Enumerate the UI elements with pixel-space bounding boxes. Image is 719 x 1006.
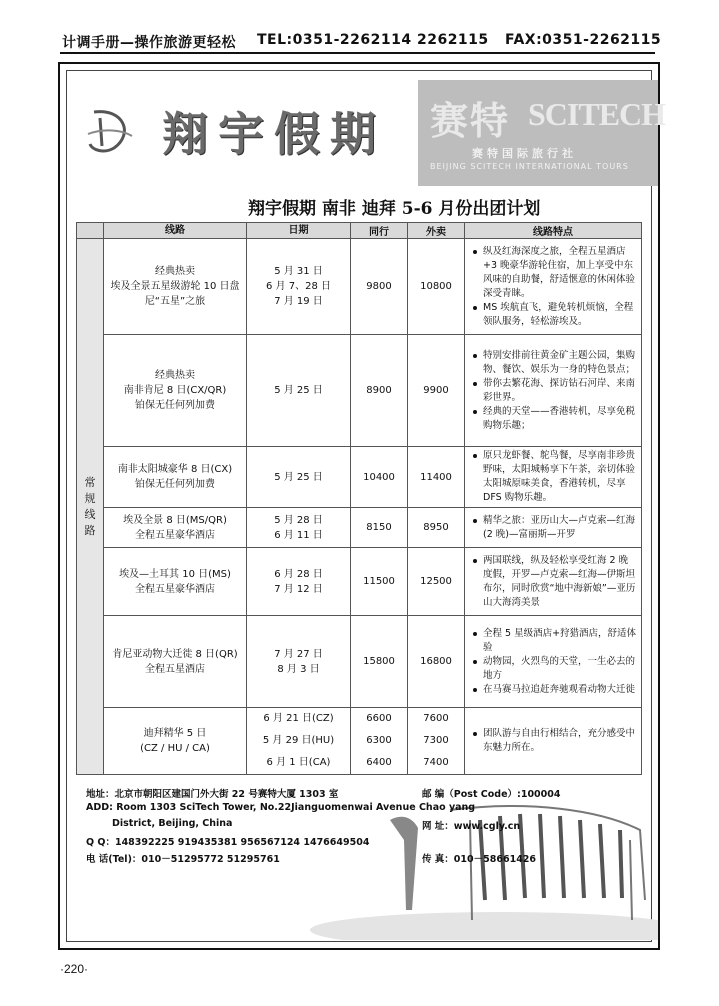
address-en-line2: District, Beijing, China — [112, 818, 233, 829]
retail-price: 12500 — [408, 548, 465, 616]
date-line: 7 月 19 日 — [274, 296, 323, 307]
route-line: 经典热卖 — [155, 266, 195, 277]
scitech-name-en: SCITECH — [528, 96, 666, 132]
retail-price: 8950 — [408, 508, 465, 548]
xiangyu-logo-icon — [84, 104, 136, 156]
retail-price: 7600 — [423, 713, 449, 724]
feature-item: MS 埃航直飞，避免转机烦恼，全程领队服务，轻松游埃及。 — [473, 301, 637, 329]
features-cell — [465, 335, 642, 447]
table-row — [77, 447, 642, 508]
peer-price-cell — [351, 708, 408, 775]
header-date: 日期 — [247, 223, 351, 239]
route-line: 埃及—土耳其 10 日(MS) — [119, 568, 231, 580]
address-cn: 地址：北京市朝阳区建国门外大街 22 号赛特大厦 1303 室 — [86, 789, 339, 800]
route-line: 南非肯尼 8 日(CX/QR) — [123, 385, 227, 396]
date-line: 5 月 29 日(HU) — [262, 735, 335, 746]
qq-numbers: Q Q：148392225 919435381 956567124 1476649504 — [86, 837, 370, 848]
peer-price: 10400 — [351, 447, 408, 508]
route-line: 全程五星豪华酒店 — [135, 529, 215, 541]
route-line: 经典热卖 — [155, 370, 195, 381]
features-cell — [465, 447, 642, 508]
route-cell — [104, 508, 247, 548]
retail-price: 7300 — [423, 735, 449, 746]
address-en-line1: ADD: Room 1303 SciTech Tower, No.22Jianguomenwai Avenue Chao yang — [86, 802, 476, 813]
brand-name: 翔宇假期 — [162, 107, 386, 161]
date-line: 5 月 25 日 — [274, 471, 323, 483]
feature-item: 经典的天堂——香港转机，尽享免税购物乐趣； — [473, 405, 637, 433]
header-title: 计调手册—操作旅游更轻松 — [62, 35, 236, 51]
scitech-subtitle-en: BEIJING SCITECH INTERNATIONAL TOURS — [430, 162, 629, 171]
date-line: 7 月 12 日 — [274, 583, 323, 595]
retail-price: 16800 — [408, 616, 465, 708]
date-cell — [247, 708, 351, 775]
table-header-row — [77, 223, 642, 239]
features-cell — [465, 616, 642, 708]
features-cell — [465, 708, 642, 775]
header-tel: TEL:0351-2262114 2262115 — [257, 32, 489, 48]
route-cell — [104, 548, 247, 616]
scitech-subtitle: 赛特国际旅行社 — [472, 147, 577, 160]
feature-item: 团队游与自由行相结合，充分感受中东魅力所在。 — [473, 727, 637, 755]
table-row — [77, 548, 642, 616]
table-row — [77, 335, 642, 447]
route-cell — [104, 708, 247, 775]
route-line: 埃及全景 8 日(MS/QR) — [123, 514, 227, 526]
table-row — [77, 616, 642, 708]
date-cell — [247, 616, 351, 708]
peer-price: 9800 — [351, 239, 408, 335]
feature-item: 带你去繁花海、探访钻石河岸、来南彩世界。 — [473, 377, 637, 405]
feature-item: 特别安排前往黄金矿主题公园，集购物、餐饮、娱乐为一身的特色景点； — [473, 349, 637, 377]
header-retail: 外卖 — [408, 223, 465, 239]
fax: 传 真：010－58661426 — [422, 854, 537, 865]
date-cell — [247, 508, 351, 548]
route-cell — [104, 616, 247, 708]
retail-price: 9900 — [408, 335, 465, 447]
peer-price: 15800 — [351, 616, 408, 708]
date-line: 5 月 31 日 — [274, 266, 323, 277]
header-route: 线路 — [104, 223, 247, 239]
feature-item: 在马赛马拉追赶奔驰观看动物大迁徙 — [473, 683, 637, 697]
feature-item: 原只龙虾餐、鸵鸟餐，尽享南非珍贵野味，太阳城畅享下午茶，亲切体验太阳城原味美食，香港转机，尽享 DFS 购物乐趣。 — [473, 449, 637, 505]
feature-item: 全程 5 星级酒店+狩猎酒店，舒适体验 — [473, 627, 637, 655]
date-cell — [247, 447, 351, 508]
date-line: 6 月 11 日 — [274, 529, 323, 541]
plan-title: 翔宇假期 南非 迪拜 5-6 月份出团计划 — [248, 199, 541, 219]
route-line: 南非太阳城豪华 8 日(CX) — [117, 464, 233, 475]
peer-price: 6300 — [366, 735, 392, 746]
date-line: 6 月 21 日(CZ) — [263, 713, 334, 724]
date-cell — [247, 239, 351, 335]
route-line: 铂保无任何列加费 — [135, 400, 215, 411]
route-line: 铂保无任何列加费 — [135, 479, 215, 490]
date-line: 5 月 25 日 — [274, 385, 323, 396]
peer-price: 8150 — [351, 508, 408, 548]
route-line: (CZ / HU / CA) — [140, 743, 210, 754]
date-cell — [247, 335, 351, 447]
table-row — [77, 239, 642, 335]
header-features: 线路特点 — [465, 223, 642, 239]
retail-price: 11400 — [408, 447, 465, 508]
header-divider — [60, 52, 655, 54]
route-line: 全程五星酒店 — [145, 663, 205, 675]
page-number: ·220· — [60, 962, 89, 976]
website: 网 址：www.cgly.cn — [422, 821, 521, 832]
date-line: 6 月 28 日 — [274, 568, 323, 580]
route-line: 迪拜精华 5 日 — [143, 728, 207, 739]
feature-item: 精华之旅：亚历山大—卢克索—红海(2 晚)—富丽斯—开罗 — [473, 514, 637, 542]
header-fax: FAX:0351-2262115 — [505, 32, 662, 48]
route-line: 埃及全景五星级游轮 10 日盘 — [110, 281, 240, 292]
retail-price: 10800 — [408, 239, 465, 335]
date-cell — [247, 548, 351, 616]
scitech-name-cn: 赛特 — [430, 98, 511, 143]
date-line: 6 月 1 日(CA) — [266, 757, 331, 768]
route-cell — [104, 447, 247, 508]
feature-item: 两国联线，纵及轻松享受红海 2 晚度假，开罗—卢克索—红海—伊斯坦布尔，同时欣赏“地中海新娘”—亚历山大海湾美景 — [473, 554, 637, 610]
tour-plan-table — [76, 222, 642, 775]
header-side-cell — [77, 223, 104, 239]
route-line: 尼“五星”之旅 — [144, 296, 206, 307]
feature-item: 动物园，火烈鸟的天堂，一生必去的地方 — [473, 655, 637, 683]
retail-price-cell — [408, 708, 465, 775]
features-cell — [465, 239, 642, 335]
side-label-cell — [77, 239, 104, 775]
table-row — [77, 508, 642, 548]
telephone: 电 话(Tel)：010－51295772 51295761 — [86, 854, 280, 865]
feature-item: 纵及红海深度之旅，全程五星酒店 +3 晚豪华游轮住宿，加上享受中东风味的自助餐，舒适惬意的休闲体验深受青睐。 — [473, 245, 637, 301]
date-line: 7 月 27 日 — [274, 648, 323, 660]
date-line: 5 月 28 日 — [274, 514, 323, 526]
route-line: 肯尼亚动物大迁徙 8 日(QR) — [112, 648, 238, 660]
side-label: 常规线路 — [84, 475, 96, 537]
date-line: 6 月 7、28 日 — [266, 281, 331, 292]
header-peer: 同行 — [351, 223, 408, 239]
peer-price: 8900 — [351, 335, 408, 447]
features-cell — [465, 548, 642, 616]
postcode: 邮 编（Post Code）:100004 — [422, 789, 561, 800]
route-cell — [104, 335, 247, 447]
date-line: 8 月 3 日 — [277, 663, 320, 675]
table-row — [77, 708, 642, 775]
features-cell — [465, 508, 642, 548]
route-cell — [104, 239, 247, 335]
peer-price: 11500 — [351, 548, 408, 616]
route-line: 全程五星豪华酒店 — [135, 583, 215, 595]
peer-price: 6600 — [366, 713, 392, 724]
retail-price: 7400 — [423, 757, 449, 768]
peer-price: 6400 — [366, 757, 392, 768]
